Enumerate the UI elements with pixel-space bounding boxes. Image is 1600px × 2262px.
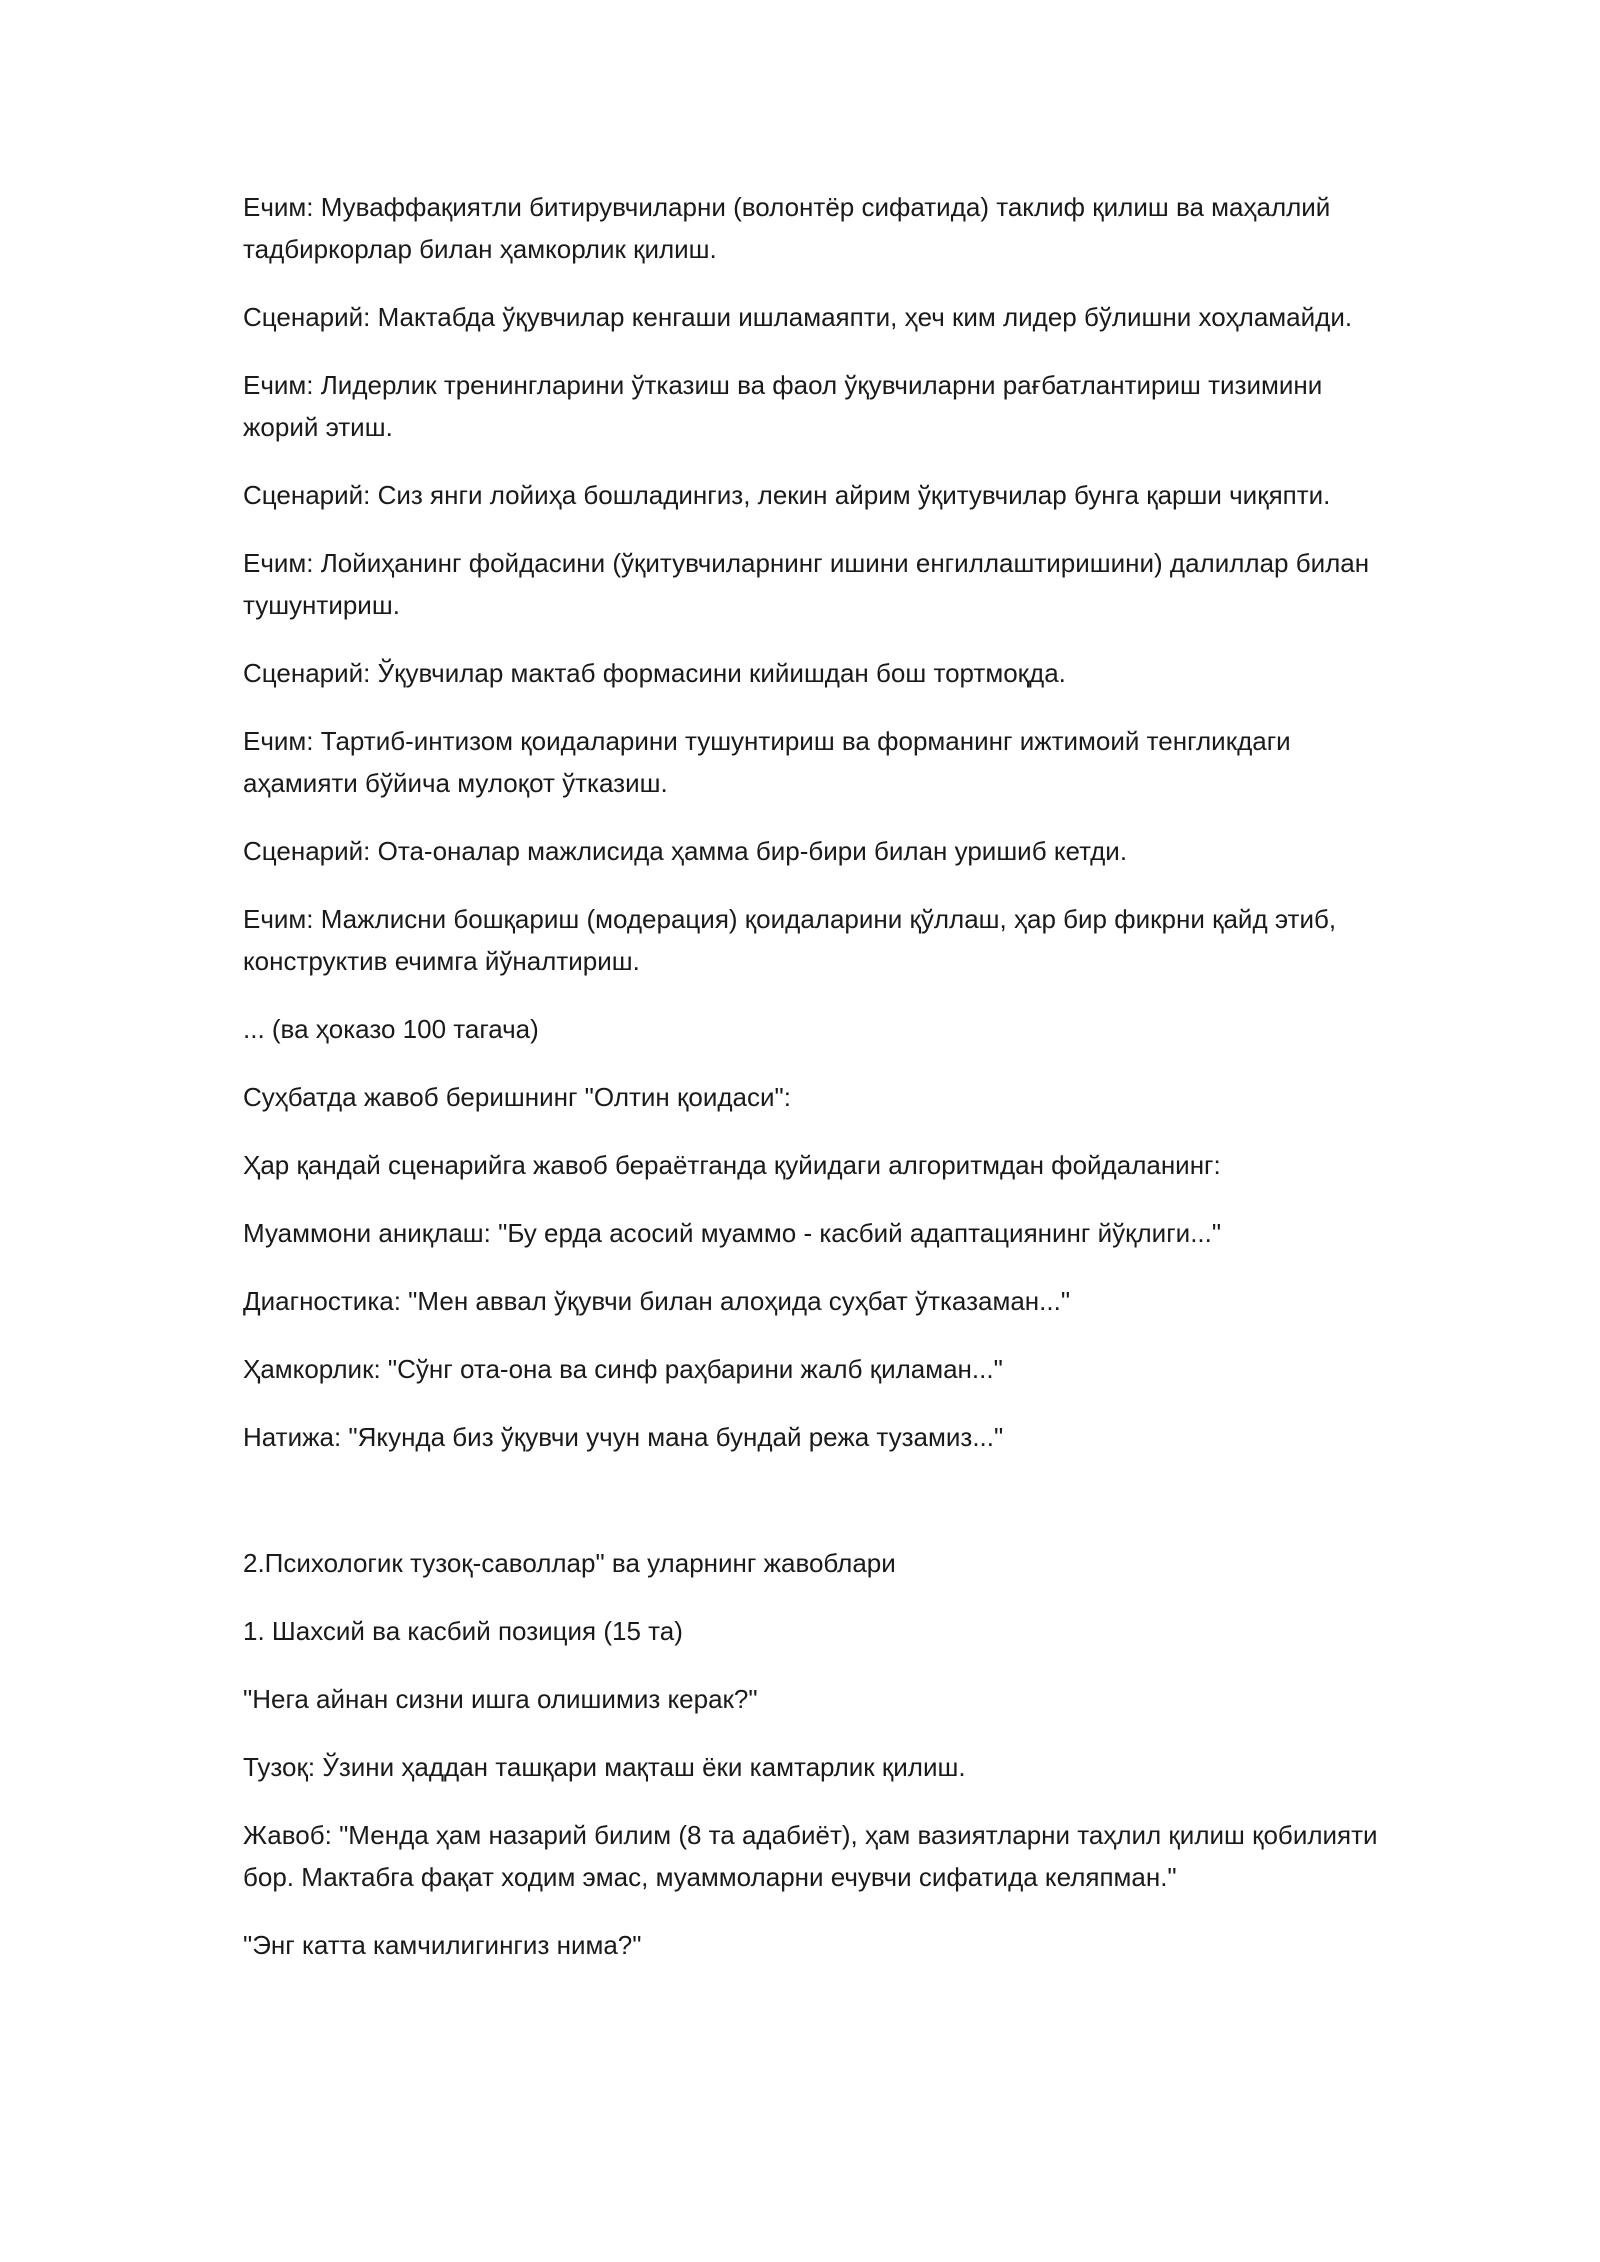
- paragraph-trap-1: Тузоқ: Ўзини ҳаддан ташқари мақташ ёки камтарлик қилиш.: [243, 1752, 966, 1782]
- document-page: [243, 186, 1393, 1992]
- paragraph-question-1: "Нега айнан сизни ишга олишимиз керак?": [243, 1684, 758, 1714]
- paragraph-solution-4: Ечим: Тартиб-интизом қоидаларини тушунтириш ва форманинг ижтимоий тенгликдаги аҳамияти бўйича мулоқот ўтказиш.: [243, 726, 1291, 798]
- paragraph-step-cooperation: Ҳамкорлик: "Сўнг ота-она ва синф раҳбарини жалб қиламан...": [243, 1354, 1003, 1384]
- paragraph-step-result: Натижа: "Якунда биз ўқувчи учун мана бундай режа тузамиз...": [243, 1422, 1004, 1452]
- section-heading-trap-questions: 2.Психологик тузоқ-саволлар" ва уларнинг жавоблари: [243, 1548, 896, 1578]
- paragraph-step-identify: Муаммони аниқлаш: "Бу ерда асосий муаммо - касбий адаптациянинг йўқлиги...": [243, 1218, 1222, 1248]
- paragraph-solution-2: Ечим: Лидерлик тренингларини ўтказиш ва фаол ўқувчиларни рағбатлантириш тизимини жорий этиш.: [243, 370, 1323, 442]
- paragraph-algorithm-intro: Ҳар қандай сценарийга жавоб бераётганда қуйидаги алгоритмдан фойдаланинг:: [243, 1150, 1221, 1180]
- paragraph-ellipsis-note: ... (ва ҳоказо 100 тагача): [243, 1014, 539, 1044]
- paragraph-step-diagnostics: Диагностика: "Мен аввал ўқувчи билан алоҳида суҳбат ўтказаман...": [243, 1286, 1071, 1316]
- paragraph-scenario-4: Сценарий: Ота-оналар мажлисида ҳамма бир-бири билан уришиб кетди.: [243, 836, 1128, 866]
- paragraph-golden-rule-heading: Суҳбатда жавоб беришнинг "Олтин қоидаси":: [243, 1082, 791, 1112]
- paragraph-solution-1: Ечим: Муваффақиятли битирувчиларни (волонтёр сифатида) таклиф қилиш ва маҳаллий тадбиркорлар билан ҳамкорлик қилиш.: [243, 192, 1331, 264]
- subsection-heading-personal-position: 1. Шахсий ва касбий позиция (15 та): [243, 1616, 683, 1646]
- paragraph-answer-1: Жавоб: "Менда ҳам назарий билим (8 та адабиёт), ҳам вазиятларни таҳлил қилиш қобилияти бор. Мактабга фақат ходим эмас, муаммоларни ечувчи сифатида келяпман.": [243, 1820, 1378, 1892]
- paragraph-solution-3: Ечим: Лойиҳанинг фойдасини (ўқитувчиларнинг ишини енгиллаштиришини) далиллар билан тушунтириш.: [243, 548, 1370, 620]
- paragraph-scenario-3: Сценарий: Ўқувчилар мактаб формасини кийишдан бош тортмоқда.: [243, 658, 1066, 688]
- paragraph-question-2: "Энг катта камчилигингиз нима?": [243, 1930, 642, 1960]
- paragraph-solution-5: Ечим: Мажлисни бошқариш (модерация) қоидаларини қўллаш, ҳар бир фикрни қайд этиб, конструктив ечимга йўналтириш.: [243, 904, 1337, 976]
- paragraph-scenario-1: Сценарий: Мактабда ўқувчилар кенгаши ишламаяпти, ҳеч ким лидер бўлишни хоҳламайди.: [243, 302, 1353, 332]
- paragraph-scenario-2: Сценарий: Сиз янги лойиҳа бошладингиз, лекин айрим ўқитувчилар бунга қарши чиқяпти.: [243, 480, 1331, 510]
